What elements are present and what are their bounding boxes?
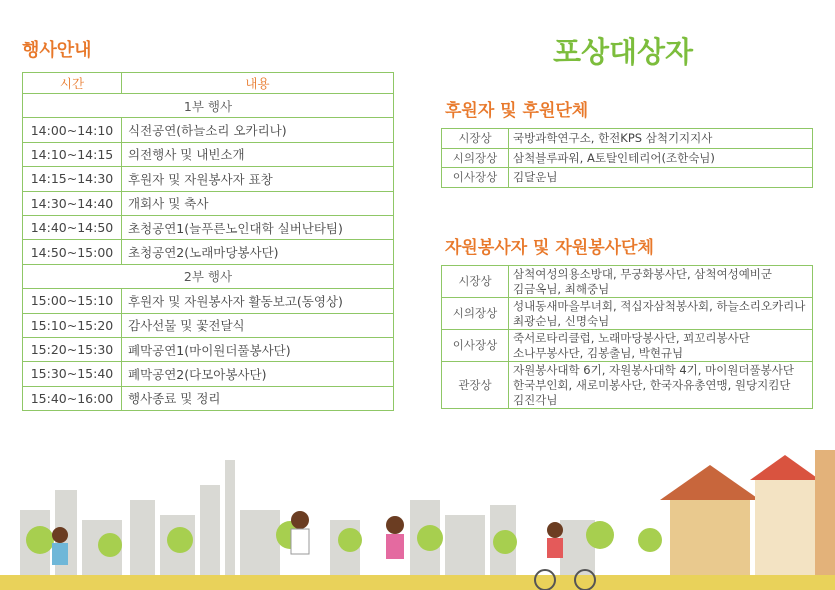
table-row: 14:00~14:10 식전공연(하늘소리 오카리나) bbox=[23, 118, 394, 142]
table-row: 시의장상 삼척블루파워, A토탈인테리어(조한숙님) bbox=[442, 148, 813, 168]
table-row: 14:40~14:50 초청공연1(늘푸른노인대학 실버난타팀) bbox=[23, 215, 394, 239]
table-row: 관장상 자원봉사대학 6기, 자원봉사대학 4기, 마이원더풀봉사단 한국부인회, 새로미봉사단, 한국자유총연맹, 원당지킴단 김진각님 bbox=[442, 362, 813, 409]
sponsor-section-title: 후원자 및 후원단체 bbox=[445, 101, 589, 121]
sponsor-table bbox=[441, 128, 813, 188]
award-title: 포상대상자 bbox=[553, 35, 694, 69]
table-row: 시장상 삼척여성의용소방대, 무궁화봉사단, 삼척여성예비군 김금옥님, 최해중님 bbox=[442, 266, 813, 298]
town-illustration bbox=[0, 440, 835, 590]
header-content: 내용 bbox=[122, 73, 394, 94]
part2-label: 2부 행사 bbox=[23, 264, 394, 288]
table-row: 15:10~15:20 감사선물 및 꽃전달식 bbox=[23, 313, 394, 337]
table-row: 시장상 국방과학연구소, 한전KPS 삼척기지지사 bbox=[442, 129, 813, 149]
part1-label: 1부 행사 bbox=[23, 94, 394, 118]
table-row: 14:30~14:40 개회사 및 축사 bbox=[23, 191, 394, 215]
table-row: 이사장상 죽서로타리클럽, 노래마당봉사단, 꾀꼬리봉사단 소나무봉사단, 김봉출님, 박현규님 bbox=[442, 330, 813, 362]
table-row: 시의장상 성내동새마을부녀회, 적십자삼척봉사회, 하늘소리오카리나 최광순님, 신명숙님 bbox=[442, 298, 813, 330]
table-row: 이사장상 김달운님 bbox=[442, 168, 813, 188]
table-row: 14:10~14:15 의전행사 및 내빈소개 bbox=[23, 142, 394, 166]
table-row: 15:20~15:30 폐막공연1(마이원더풀봉사단) bbox=[23, 337, 394, 361]
event-info-title: 행사안내 bbox=[22, 40, 92, 61]
table-row: 14:50~15:00 초청공연2(노래마당봉사단) bbox=[23, 240, 394, 264]
table-row: 15:30~15:40 폐막공연2(다모아봉사단) bbox=[23, 362, 394, 386]
volunteer-table bbox=[441, 265, 813, 409]
volunteer-section-title: 자원봉사자 및 자원봉사단체 bbox=[445, 238, 654, 258]
event-schedule-table bbox=[22, 72, 394, 411]
table-row: 15:40~16:00 행사종료 및 정리 bbox=[23, 386, 394, 410]
table-row: 15:00~15:10 후원자 및 자원봉사자 활동보고(동영상) bbox=[23, 289, 394, 313]
table-row: 14:15~14:30 후원자 및 자원봉사자 표창 bbox=[23, 167, 394, 191]
header-time: 시간 bbox=[23, 73, 122, 94]
